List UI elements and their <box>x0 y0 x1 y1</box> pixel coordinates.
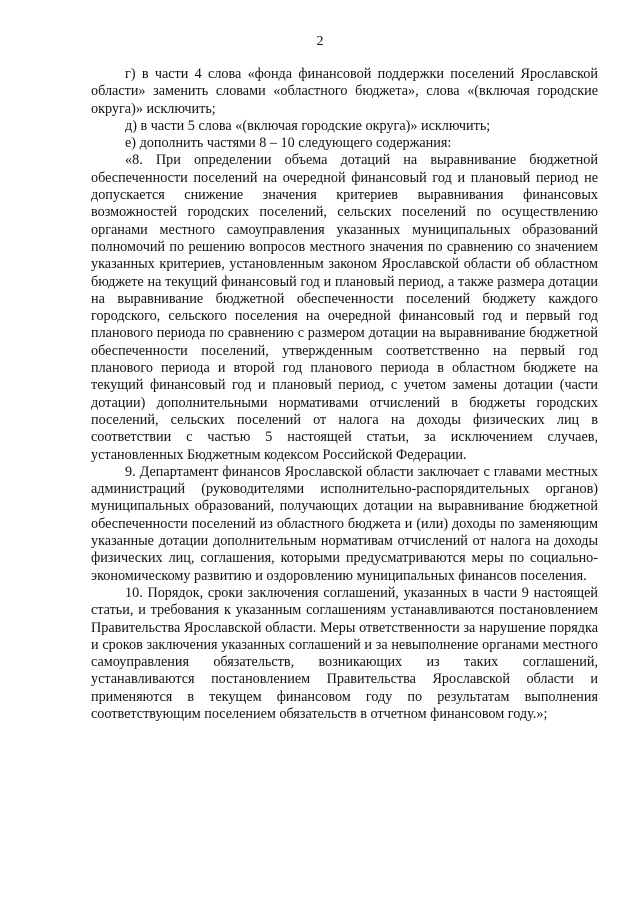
paragraph-item-e: е) дополнить частями 8 – 10 следующего содержания: <box>125 135 452 152</box>
document-body <box>91 66 598 723</box>
paragraph-item-g: г) в части 4 слова «фонда финансовой поддержки поселений Ярославской области» заменить словами «областного бюджета», слова «(включая городские округа)» исключить; <box>91 66 598 117</box>
paragraph-part-9: 9. Департамент финансов Ярославской области заключает с главами местных администраций (руководителями исполнительно-распорядительных органов) муниципальных образований, получающих дотации на выравнивание бюджетной обеспеченности поселений из областного бюджета и (или) доходы по заменяющим указанные дотации дополнительным нормативам отчислений от налога на доходы физических лиц, соглашения, которыми предусматриваются меры по социально-экономическому развитию и оздоровлению муниципальных финансов поселения. <box>91 463 598 584</box>
paragraph-part-10: 10. Порядок, сроки заключения соглашений, указанных в части 9 настоящей статьи, и требования к указанным соглашениям устанавливаются постановлением Правительства Ярославской области. Меры ответственности за нарушение порядка и сроков заключения указанных соглашений и за невыполнение органами местного самоуправления обязательств, возникающих из таких соглашений, устанавливаются постановлением Правительства Ярославской области и применяются в текущем финансовом году по результатам выполнения соответствующим поселением обязательств в отчетном финансовом году.»; <box>91 584 598 722</box>
page-number: 2 <box>316 34 324 49</box>
paragraph-part-8: «8. При определении объема дотаций на выравнивание бюджетной обеспеченности поселений на очередной финансовый год и плановый период не допускается снижение значения критериев выравнивания финансовых возможностей городских поселений, сельских поселений по осуществлению органами местного самоуправления указанных муниципальных образований полномочий по решению вопросов местного значения по сравнению со значением указанных критериев, установленным законом Ярославской области об областном бюджете на текущий финансовый год и плановый период, а также размера дотации на выравнивание бюджетной обеспеченности поселений бюджету каждого городского, сельского поселения на очередной финансовый год и первый год планового периода по сравнению с размером дотации на выравнивание бюджетной обеспеченности поселений, утвержденным соответственно на первый год планового периода и второй год планового периода в областном бюджете на текущий финансовый год и плановый период, с учетом замены дотации (части дотации) дополнительными нормативами отчислений в бюджеты городских поселений, сельских поселений от налога на доходы физических лиц в соответствии с частью 5 настоящей статьи, за исключением случаев, установленных Бюджетным кодексом Российской Федерации. <box>91 152 598 463</box>
paragraph-item-d: д) в части 5 слова «(включая городские округа)» исключить; <box>125 117 491 134</box>
